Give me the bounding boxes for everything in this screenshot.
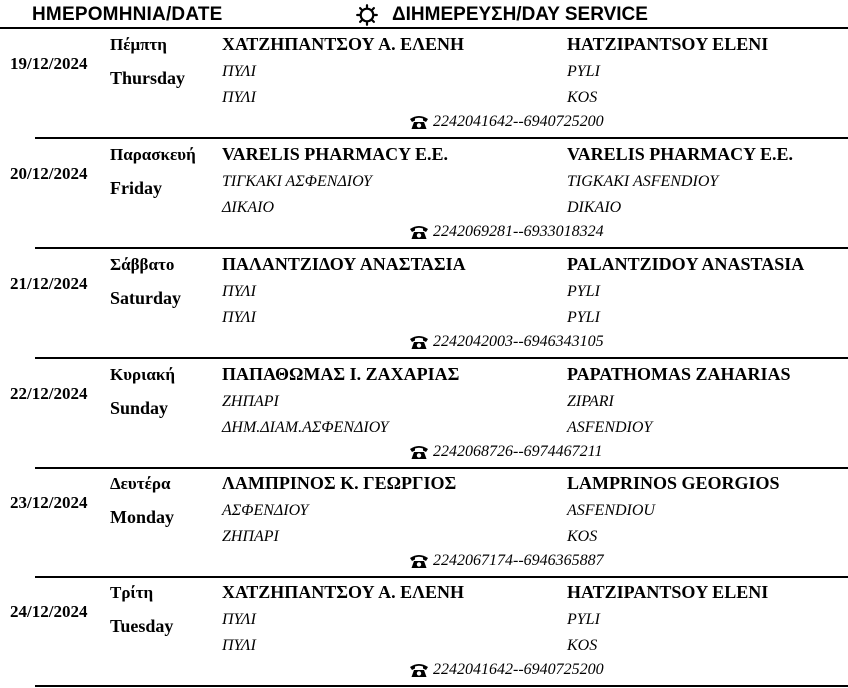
weekday-greek: Παρασκευή [110, 145, 196, 164]
phone-line [409, 661, 604, 679]
day-date: 24/12/2024 [10, 602, 88, 621]
pharmacy-name-greek: ΠΑΠΑΘΩΜΑΣ Ι. ΖΑΧΑΡΙΑΣ [222, 364, 460, 384]
telephone-icon [409, 224, 429, 240]
location-english-1: ZIPARI [567, 393, 614, 410]
table-header [0, 0, 848, 30]
location-english-2: KOS [567, 637, 598, 654]
pharmacy-name-english: LAMPRINOS GEORGIOS [567, 473, 780, 493]
phone-numbers: 2242042003--6946343105 [433, 333, 604, 350]
location-greek-1: ΖΗΠΑΡΙ [222, 393, 279, 410]
weekday-english: Friday [110, 178, 162, 198]
phone-line [409, 552, 604, 570]
telephone-icon [409, 662, 429, 678]
weekday-english: Thursday [110, 68, 186, 88]
pharmacy-name-greek: ΧΑΤΖΗΠΑΝΤΣΟΥ Α. ΕΛΕΝΗ [222, 34, 464, 54]
service-heading-text: ΔΙΗΜΕΡΕΥΣΗ/DAY SERVICE [392, 4, 648, 25]
pharmacy-name-greek: VARELIS PHARMACY E.E. [222, 144, 449, 164]
pharmacy-name-greek: ΛΑΜΠΡΙΝΟΣ Κ. ΓΕΩΡΓΙΟΣ [222, 473, 457, 493]
phone-numbers: 2242068726--6974467211 [433, 443, 603, 460]
weekday-greek: Τρίτη [110, 583, 154, 602]
weekday-greek: Πέμπτη [110, 35, 167, 54]
row-divider [35, 247, 848, 249]
location-english-1: ASFENDIOU [567, 502, 655, 519]
day-row [0, 578, 848, 688]
day-row [0, 140, 848, 250]
phone-line [409, 443, 602, 461]
location-english-1: TIGKAKI ASFENDIOY [567, 173, 719, 190]
location-greek-1: ΤΙΓΚΑΚΙ ΑΣΦΕΝΔΙΟΥ [222, 173, 372, 190]
location-greek-1: ΑΣΦΕΝΔΙΟΥ [222, 502, 309, 519]
location-english-2: DIKAIO [567, 199, 622, 216]
weekday-english: Saturday [110, 288, 182, 308]
phone-numbers: 2242067174--6946365887 [433, 552, 604, 569]
pharmacy-name-greek: ΧΑΤΖΗΠΑΝΤΣΟΥ Α. ΕΛΕΝΗ [222, 582, 464, 602]
weekday-english: Sunday [110, 398, 169, 418]
phone-numbers: 2242069281--6933018324 [433, 223, 604, 240]
telephone-icon [409, 114, 429, 130]
location-greek-1: ΠΥΛΙ [222, 63, 256, 80]
day-date: 23/12/2024 [10, 493, 88, 512]
location-greek-2: ΔΗΜ.ΔΙΑΜ.ΑΣΦΕΝΔΙΟΥ [222, 419, 389, 436]
pharmacy-name-english: HATZIPANTSOY ELENI [567, 582, 769, 602]
service-column-heading [356, 4, 648, 26]
day-date: 21/12/2024 [10, 274, 88, 293]
location-english-1: PYLI [567, 611, 600, 628]
location-greek-2: ΠΥΛΙ [222, 309, 256, 326]
day-row [0, 360, 848, 470]
sun-icon [356, 4, 378, 26]
day-date: 22/12/2024 [10, 384, 88, 403]
pharmacy-name-english: PAPATHOMAS ZAHARIAS [567, 364, 791, 384]
pharmacy-name-english: PALANTZIDOY ANASTASIA [567, 254, 805, 274]
day-row [0, 30, 848, 140]
location-greek-2: ΠΥΛΙ [222, 637, 256, 654]
row-divider [35, 357, 848, 359]
phone-numbers: 2242041642--6940725200 [433, 661, 604, 678]
row-divider [35, 137, 848, 139]
location-english-2: KOS [567, 89, 598, 106]
weekday-english: Tuesday [110, 616, 174, 636]
location-greek-1: ΠΥΛΙ [222, 611, 256, 628]
phone-numbers: 2242041642--6940725200 [433, 113, 604, 130]
day-row [0, 250, 848, 360]
date-column-heading: ΗΜΕΡΟΜΗΝΙΑ/DATE [32, 4, 223, 25]
day-row [0, 469, 848, 579]
day-date: 20/12/2024 [10, 164, 88, 183]
phone-line [409, 223, 604, 241]
day-date: 19/12/2024 [10, 54, 88, 73]
phone-line [409, 113, 604, 131]
telephone-icon [409, 444, 429, 460]
pharmacy-name-english: HATZIPANTSOY ELENI [567, 34, 769, 54]
telephone-icon [409, 334, 429, 350]
weekday-greek: Σάββατο [110, 255, 175, 274]
location-greek-2: ΖΗΠΑΡΙ [222, 528, 279, 545]
location-english-1: PYLI [567, 63, 600, 80]
header-divider [0, 27, 848, 29]
location-english-1: PYLI [567, 283, 600, 300]
telephone-icon [409, 553, 429, 569]
pharmacy-name-greek: ΠΑΛΑΝΤΖΙΔΟΥ ΑΝΑΣΤΑΣΙΑ [222, 254, 466, 274]
location-english-2: PYLI [567, 309, 600, 326]
weekday-greek: Δευτέρα [110, 474, 171, 493]
location-greek-1: ΠΥΛΙ [222, 283, 256, 300]
phone-line [409, 333, 604, 351]
row-divider [35, 685, 848, 687]
weekday-greek: Κυριακή [110, 365, 175, 384]
weekday-english: Monday [110, 507, 175, 527]
location-english-2: KOS [567, 528, 598, 545]
location-english-2: ASFENDIOY [567, 419, 653, 436]
pharmacy-name-english: VARELIS PHARMACY E.E. [567, 144, 794, 164]
location-greek-2: ΠΥΛΙ [222, 89, 256, 106]
location-greek-2: ΔΙΚΑΙΟ [222, 199, 275, 216]
